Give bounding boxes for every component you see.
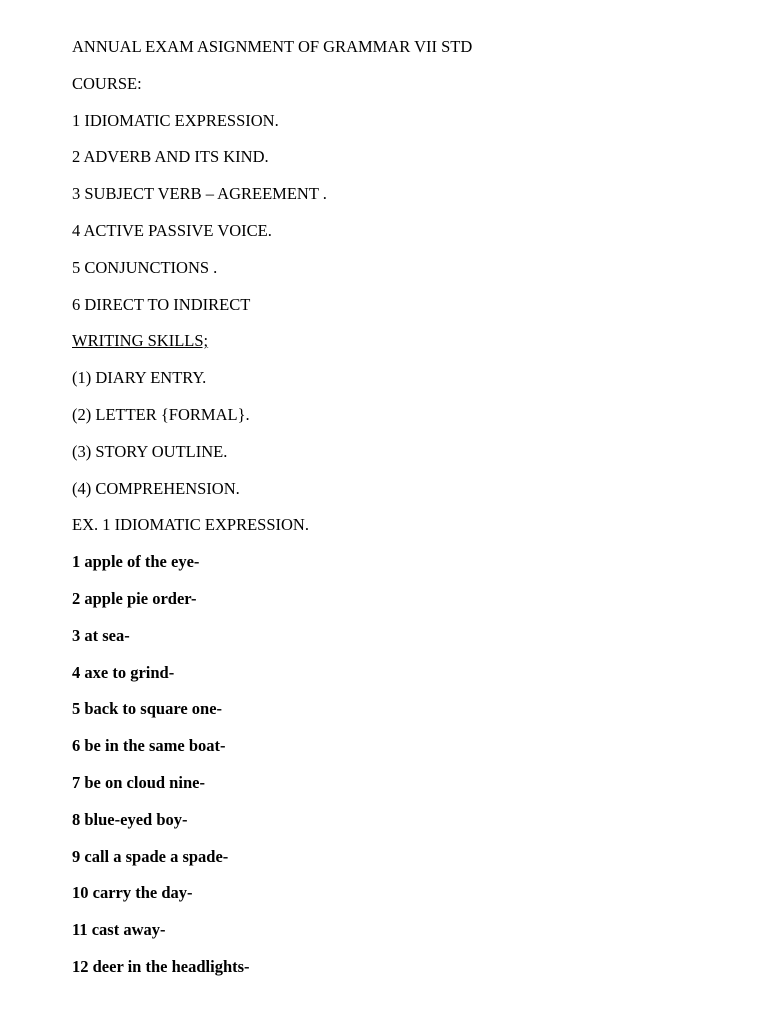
course-item: 2 ADVERB AND ITS KIND. (72, 147, 269, 167)
exercise-item: 10 carry the day- (72, 883, 193, 903)
writing-item: (2) LETTER {FORMAL}. (72, 404, 250, 424)
exercise-item: 5 back to square one- (72, 699, 223, 719)
course-item: 3 SUBJECT VERB – AGREEMENT . (72, 184, 327, 204)
exercise-item: 2 apple pie order- (72, 588, 197, 608)
exercise-item: 3 at sea- (72, 625, 130, 645)
exercise-item: 6 be in the same boat- (72, 736, 226, 756)
writing-item: (1) DIARY ENTRY. (72, 368, 207, 388)
exercise-item: 11 cast away- (72, 920, 166, 940)
course-heading: COURSE: (72, 73, 142, 93)
exercise-item: 9 call a spade a spade- (72, 846, 229, 866)
writing-item: (4) COMPREHENSION. (72, 478, 240, 498)
writing-item: (3) STORY OUTLINE. (72, 441, 228, 461)
course-item: 4 ACTIVE PASSIVE VOICE. (72, 220, 272, 240)
exercise-item: 7 be on cloud nine- (72, 772, 205, 792)
exercise-item: 8 blue-eyed boy- (72, 809, 188, 829)
course-item: 6 DIRECT TO INDIRECT (72, 294, 251, 314)
exercise-item: 1 apple of the eye- (72, 552, 200, 572)
course-item: 5 CONJUNCTIONS . (72, 257, 218, 277)
writing-skills-heading: WRITING SKILLS; (72, 331, 209, 351)
document-content (72, 36, 712, 993)
document-title: ANNUAL EXAM ASIGNMENT OF GRAMMAR VII STD (72, 37, 473, 56)
exercise-item: 4 axe to grind- (72, 662, 175, 682)
exercise-heading: EX. 1 IDIOMATIC EXPRESSION. (72, 515, 309, 535)
exercise-item: 12 deer in the headlights- (72, 956, 250, 976)
course-item: 1 IDIOMATIC EXPRESSION. (72, 110, 279, 130)
